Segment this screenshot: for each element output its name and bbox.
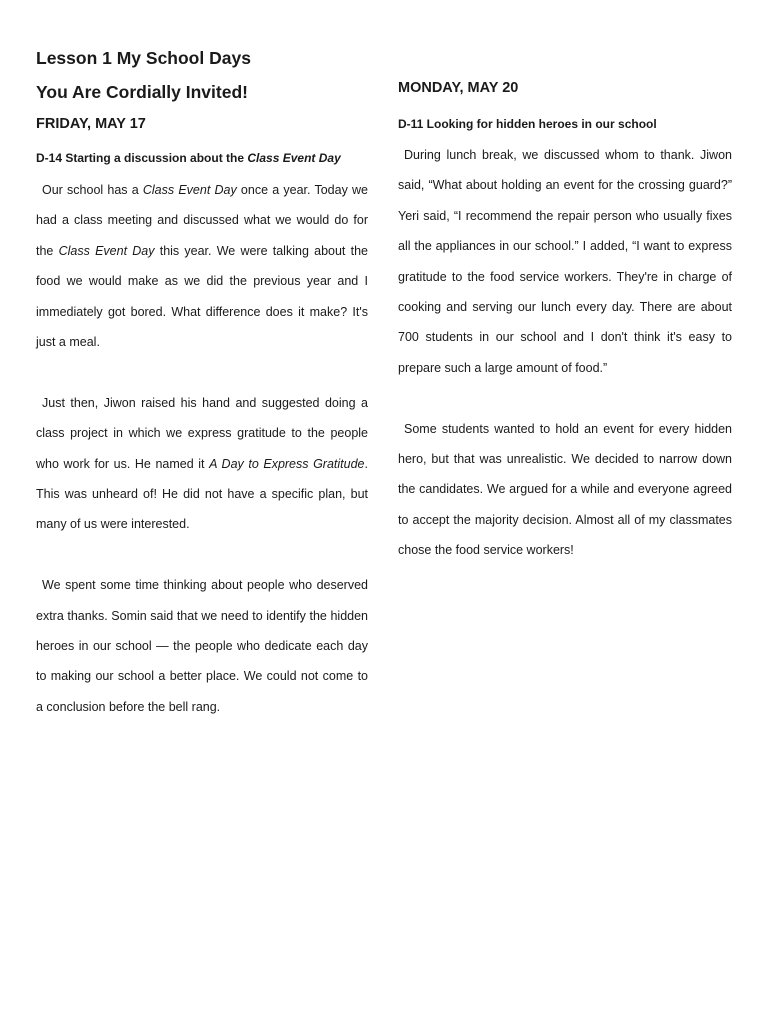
entry-date-monday: MONDAY, MAY 20: [398, 80, 519, 96]
italic-run: Class Event Day: [58, 243, 155, 258]
entry-subheading-d14: [36, 151, 341, 165]
text-run: this year. We were talking about the food we would make as we did the previous year and I immediately got bored. What difference does it make? It's just a meal.: [36, 243, 368, 350]
entry-body-monday: [398, 140, 732, 566]
italic-run: Class Event Day: [142, 183, 237, 197]
text-run: once a year. Today we had a class meeting and discussed what we would do for the: [36, 183, 368, 258]
lesson-title: Lesson 1 My School Days: [36, 48, 251, 68]
entry-subheading-d11: D-11 Looking for hidden heroes in our school: [398, 117, 657, 131]
paragraph-1: During lunch break, we discussed whom to thank. Jiwon said, “What about holding an event for the crossing guard?” Yeri said, “I recommend the repair person who usually fixes all the appliances in our school.” I added, “I want to express gratitude to the food service workers. They're in charge of cooking and serving our lunch every day. There are about 700 students in our school and I don't think it's easy to prepare such a large amount of food.”: [398, 148, 732, 375]
text-run: . This was unheard of! He did not have a specific plan, but many of us were interested.: [36, 456, 368, 532]
subheading-text: D-14 Starting a discussion about the: [36, 151, 248, 165]
text-run: Our school has a: [42, 183, 143, 197]
subheading-italic: Class Event Day: [247, 151, 341, 165]
text-run: Just then, Jiwon raised his hand and suggested doing a class project in which we express gratitude to the people who work for us. He named it: [36, 395, 368, 471]
paragraph-2: Some students wanted to hold an event for every hidden hero, but that was unrealistic. We decided to narrow down the candidates. We argued for a while and everyone agreed to accept the majority decision. Almost all of my classmates chose the food service workers!: [398, 421, 732, 558]
paragraph-2: [36, 388, 368, 540]
paragraph-1: [36, 175, 368, 357]
entry-date-friday: FRIDAY, MAY 17: [36, 116, 146, 132]
paragraph-3: We spent some time thinking about people who deserved extra thanks. Somin said that we need to identify the hidden heroes in our school — the people who dedicate each day to making our school a better place. We could not come to a conclusion before the bell rang.: [36, 578, 368, 714]
entry-body-friday: [36, 175, 368, 722]
document-title: You Are Cordially Invited!: [36, 82, 248, 102]
italic-run: A Day to Express Gratitude: [209, 456, 365, 471]
